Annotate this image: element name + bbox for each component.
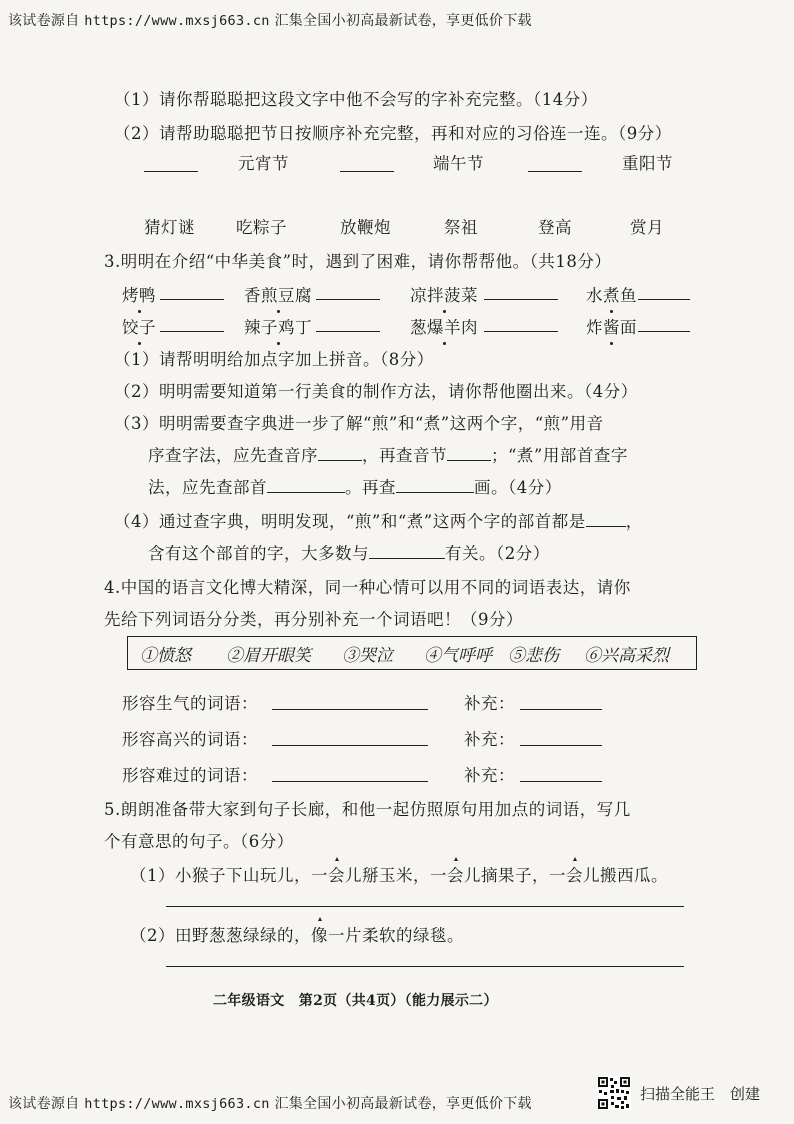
answer-line-2[interactable]	[166, 966, 684, 967]
food-item: 水煮鱼	[586, 282, 637, 306]
pinyin-blank[interactable]	[484, 298, 558, 300]
food-item: 辣子鸡丁	[244, 314, 312, 338]
pinyin-blank[interactable]	[160, 298, 224, 300]
category-blank[interactable]	[272, 708, 428, 710]
footer-prefix: 该试卷源自	[8, 1096, 80, 1112]
q5-sentence2: （2）田野葱葱绿绿的，像一片柔软的绿毯。	[130, 922, 464, 946]
q3-title: 3.明明在介绍“中华美食”时，遇到了困难，请你帮帮他。（共18分）	[104, 252, 612, 271]
food-item: 饺子	[122, 314, 156, 338]
supplement-label: 补充：	[464, 766, 515, 785]
food-item: 葱爆羊肉	[410, 314, 478, 338]
category-label: 形容难过的词语：	[122, 766, 258, 785]
footer-url-link[interactable]: https://www.mxsj663.cn	[84, 1096, 270, 1112]
q2-sub1: （1）请你帮聪聪把这段文字中他不会写的字补充完整。（14分）	[114, 90, 598, 109]
festival-blank-3[interactable]	[528, 170, 582, 172]
word-option[interactable]: ①愤怒	[140, 646, 191, 666]
q3-sub2: （2）明明需要知道第一行美食的制作方法，请你帮他圈出来。（4分）	[114, 382, 638, 401]
footer-suffix: 汇集全国小初高最新试卷，享更低价下载	[274, 1096, 532, 1112]
source-footer	[8, 1093, 532, 1113]
q3-sub4-line2: 含有这个部首的字，大多数与 有关。（2分）	[148, 544, 550, 563]
word-option[interactable]: ⑥兴高采烈	[584, 646, 669, 666]
category-label: 形容高兴的词语：	[122, 730, 258, 749]
food-item: 凉拌菠菜	[410, 282, 478, 306]
custom-item: 赏月	[630, 218, 664, 237]
source-header	[8, 10, 532, 30]
pinyin-blank[interactable]	[638, 298, 690, 300]
category-blank[interactable]	[272, 744, 428, 746]
festival-label: 重阳节	[622, 154, 673, 173]
word-option[interactable]: ②眉开眼笑	[226, 646, 311, 666]
supplement-blank[interactable]	[520, 780, 602, 782]
pinyin-blank[interactable]	[316, 330, 380, 332]
q2-sub2: （2）请帮助聪聪把节日按顺序补充完整，再和对应的习俗连一连。（9分）	[114, 124, 672, 143]
food-item: 香煎豆腐	[244, 282, 312, 306]
page-footer: 二年级语文 第2页（共4页）（能力展示二）	[213, 993, 498, 1009]
festival-blank-1[interactable]	[144, 170, 198, 172]
qr-code-icon	[597, 1076, 631, 1110]
header-url-link[interactable]: https://www.mxsj663.cn	[84, 13, 270, 29]
common-radical-blank[interactable]	[586, 525, 626, 527]
q5-line1: 5.朗朗准备带大家到句子长廊，和他一起仿照原句用加点的词语，写几	[104, 800, 631, 819]
q5-line2: 个有意思的句子。（6分）	[104, 832, 294, 851]
q3-sub3-line3: 法，应先查部首 。再查 画。（4分）	[148, 478, 562, 497]
category-label: 形容生气的词语：	[122, 694, 258, 713]
custom-item: 放鞭炮	[340, 218, 391, 237]
syllable-blank[interactable]	[447, 459, 491, 461]
food-item: 烤鸭	[122, 282, 156, 306]
food-item: 炸酱面	[586, 314, 637, 338]
custom-item: 登高	[538, 218, 572, 237]
supplement-label: 补充：	[464, 694, 515, 713]
header-prefix: 该试卷源自	[8, 13, 80, 29]
q5-sentence1: （1）小猴子下山玩儿，一会儿掰玉米，一会儿摘果子，一会儿搬西瓜。	[130, 862, 668, 886]
header-suffix: 汇集全国小初高最新试卷，享更低价下载	[274, 13, 532, 29]
word-option[interactable]: ③哭泣	[342, 646, 393, 666]
supplement-blank[interactable]	[520, 744, 602, 746]
category-blank[interactable]	[272, 780, 428, 782]
related-blank[interactable]	[369, 557, 445, 559]
festival-blank-2[interactable]	[340, 170, 394, 172]
festival-label: 端午节	[433, 154, 484, 173]
pinyin-blank[interactable]	[160, 330, 224, 332]
pinyin-blank[interactable]	[316, 298, 380, 300]
q4-line2: 先给下列词语分分类，再分别补充一个词语吧！（9分）	[104, 610, 523, 629]
word-option[interactable]: ⑤悲伤	[508, 646, 559, 666]
pinyin-blank[interactable]	[484, 330, 558, 332]
q3-sub3-line1: （3）明明需要查字典进一步了解“煎”和“煮”这两个字，“煎”用音	[114, 414, 604, 433]
q3-sub1: （1）请帮明明给加点字加上拼音。（8分）	[114, 350, 434, 369]
custom-item: 猜灯谜	[144, 218, 195, 237]
q3-sub3-line2: 序查字法，应先查音序 ，再查音节 ；“煮”用部首查字	[148, 446, 628, 465]
radical-blank[interactable]	[267, 491, 345, 493]
supplement-blank[interactable]	[520, 708, 602, 710]
answer-line-1[interactable]	[166, 906, 684, 907]
scanner-watermark: 扫描全能王 创建	[640, 1085, 761, 1103]
letter-blank[interactable]	[318, 459, 362, 461]
stroke-blank[interactable]	[396, 491, 474, 493]
custom-item: 吃粽子	[236, 218, 287, 237]
custom-item: 祭祖	[444, 218, 478, 237]
festival-label: 元宵节	[238, 154, 289, 173]
q3-sub4-line1: （4）通过查字典，明明发现，“煎”和“煮”这两个字的部首都是 ，	[114, 512, 643, 531]
word-box	[127, 636, 697, 670]
pinyin-blank[interactable]	[638, 330, 690, 332]
q4-line1: 4.中国的语言文化博大精深，同一种心情可以用不同的词语表达，请你	[104, 578, 631, 597]
word-option[interactable]: ④气呼呼	[424, 646, 492, 666]
supplement-label: 补充：	[464, 730, 515, 749]
